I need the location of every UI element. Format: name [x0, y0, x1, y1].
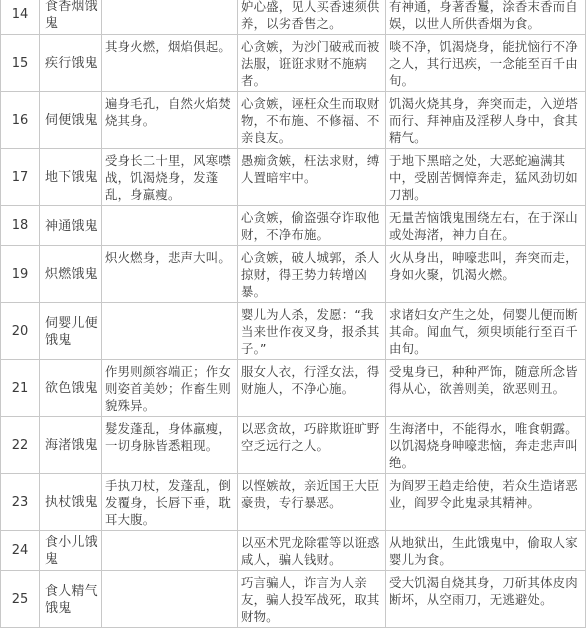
row-number: 25 — [1, 571, 40, 628]
ghost-name: 食香烟饿鬼 — [40, 0, 102, 35]
cause-cell: 服女人衣，行淫女法，得财施人，不净心施。 — [238, 360, 386, 417]
appearance-cell: 作男则颜容端正；作女则姿首美妙；作畜生则貌殊异。 — [102, 360, 238, 417]
result-cell: 啖不净，饥渴烧身，能扰恼行不净之人，其行迅疾，一念能至百千由旬。 — [386, 35, 586, 92]
cause-cell: 心贪嫉，为沙门破戒而被法服，诳诳求财不施病者。 — [238, 35, 386, 92]
appearance-cell: 炽火燃身，悲声大叫。 — [102, 246, 238, 303]
result-cell: 为阎罗王趋走给使，若众生造诸恶业，阎罗令此鬼录其精神。 — [386, 474, 586, 531]
table-row — [1, 246, 586, 303]
cause-cell: 以悭嫉故，亲近国王大臣豪贵，专行暴恶。 — [238, 474, 386, 531]
appearance-cell: 手执刀杖，发蓬乱，倒发覆身，长唇下垂，耽耳大腹。 — [102, 474, 238, 531]
row-number: 17 — [1, 149, 40, 206]
row-number: 24 — [1, 531, 40, 571]
table-row — [1, 35, 586, 92]
ghost-name: 伺便饿鬼 — [40, 92, 102, 149]
ghost-name: 伺婴儿便饿鬼 — [40, 303, 102, 360]
table-row — [1, 474, 586, 531]
result-cell: 有神通，身著香鬘，涂香末香而自娱，以世人所供香烟为食。 — [386, 0, 586, 35]
appearance-cell: 受身长二十里，风寒噤战，饥渴烧身，发蓬乱，身羸瘦。 — [102, 149, 238, 206]
appearance-cell — [102, 206, 238, 246]
result-cell: 火从身出，呻嚎悲叫，奔突而走，身如火聚，饥渴火燃。 — [386, 246, 586, 303]
cause-cell: 心贪嫉，诬枉众生而取财物，不布施、不修福、不亲良友。 — [238, 92, 386, 149]
result-cell: 饥渴火烧其身，奔突而走，入逆塔而行、拜神庙及淫秽人身中，食其精气。 — [386, 92, 586, 149]
result-cell: 求诸妇女产生之处，伺婴儿便而断其命。闻血气，须臾顷能行至百千由旬。 — [386, 303, 586, 360]
cause-cell: 以恶贪故，巧辟欺诳旷野空乏远行之人。 — [238, 417, 386, 474]
row-number: 14 — [1, 0, 40, 35]
appearance-cell: 遍身毛孔，自然火焰焚烧其身。 — [102, 92, 238, 149]
appearance-cell: 其身火燃，烟焰俱起。 — [102, 35, 238, 92]
row-number: 20 — [1, 303, 40, 360]
row-number: 21 — [1, 360, 40, 417]
table-body — [1, 0, 586, 628]
result-cell: 无量苦恼饿鬼围绕左右，在于深山或处海渚，神力自在。 — [386, 206, 586, 246]
table-row — [1, 0, 586, 35]
ghost-name: 执杖饿鬼 — [40, 474, 102, 531]
table-row — [1, 206, 586, 246]
row-number: 23 — [1, 474, 40, 531]
cause-cell: 巧言骗人，诈言为人亲友，骗人投军战死，取其财物。 — [238, 571, 386, 628]
row-number: 15 — [1, 35, 40, 92]
result-cell: 从地狱出，生此饿鬼中，偷取人家婴儿为食。 — [386, 531, 586, 571]
cause-cell: 以巫术咒龙除霍等以诳惑咸人，骗人钱财。 — [238, 531, 386, 571]
ghost-name: 食小儿饿鬼 — [40, 531, 102, 571]
table-row — [1, 360, 586, 417]
ghost-name: 食人精气饿鬼 — [40, 571, 102, 628]
row-number: 22 — [1, 417, 40, 474]
table-row — [1, 571, 586, 628]
appearance-cell — [102, 303, 238, 360]
appearance-cell — [102, 0, 238, 35]
result-cell: 受大饥渴自烧其身，刀斫其体皮肉断坏，从空雨刀，无逃避处。 — [386, 571, 586, 628]
table-row — [1, 92, 586, 149]
table-row — [1, 303, 586, 360]
row-number: 18 — [1, 206, 40, 246]
table-row — [1, 149, 586, 206]
cause-cell: 愚痴贪嫉，枉法求财，缚人置暗牢中。 — [238, 149, 386, 206]
row-number: 19 — [1, 246, 40, 303]
result-cell: 生海渚中，不能得水，唯食朝露。以饥渴烧身呻嚎悲恼，奔走悲声叫绝。 — [386, 417, 586, 474]
ghost-name: 地下饿鬼 — [40, 149, 102, 206]
ghost-name: 神通饿鬼 — [40, 206, 102, 246]
cause-cell: 妒心盛，见人买香速须供养，以劣香售之。 — [238, 0, 386, 35]
cause-cell: 心贪嫉，偷盗强夺诈取他财，不净布施。 — [238, 206, 386, 246]
result-cell: 于地下黑暗之处，大恶蛇遍满其中，受剧苦惆慞奔走，猛风劲切如刀割。 — [386, 149, 586, 206]
ghost-name: 海渚饿鬼 — [40, 417, 102, 474]
ghost-name: 欲色饿鬼 — [40, 360, 102, 417]
result-cell: 受鬼身已，种种严饰，随意所念皆得从心，欲善则美，欲恶则丑。 — [386, 360, 586, 417]
appearance-cell: 髮发蓬乱，身体羸瘦，一切身脉皆悉粗现。 — [102, 417, 238, 474]
cause-cell: 心贪嫉，破人城郭，杀人掠财，得王势力转增凶暴。 — [238, 246, 386, 303]
ghost-name: 疾行饿鬼 — [40, 35, 102, 92]
ghost-name: 炽燃饿鬼 — [40, 246, 102, 303]
table-row — [1, 417, 586, 474]
appearance-cell — [102, 571, 238, 628]
table-row — [1, 531, 586, 571]
row-number: 16 — [1, 92, 40, 149]
cause-cell: 婴儿为人杀，发愿：“我当来世作夜叉身，报杀其子。” — [238, 303, 386, 360]
appearance-cell — [102, 531, 238, 571]
